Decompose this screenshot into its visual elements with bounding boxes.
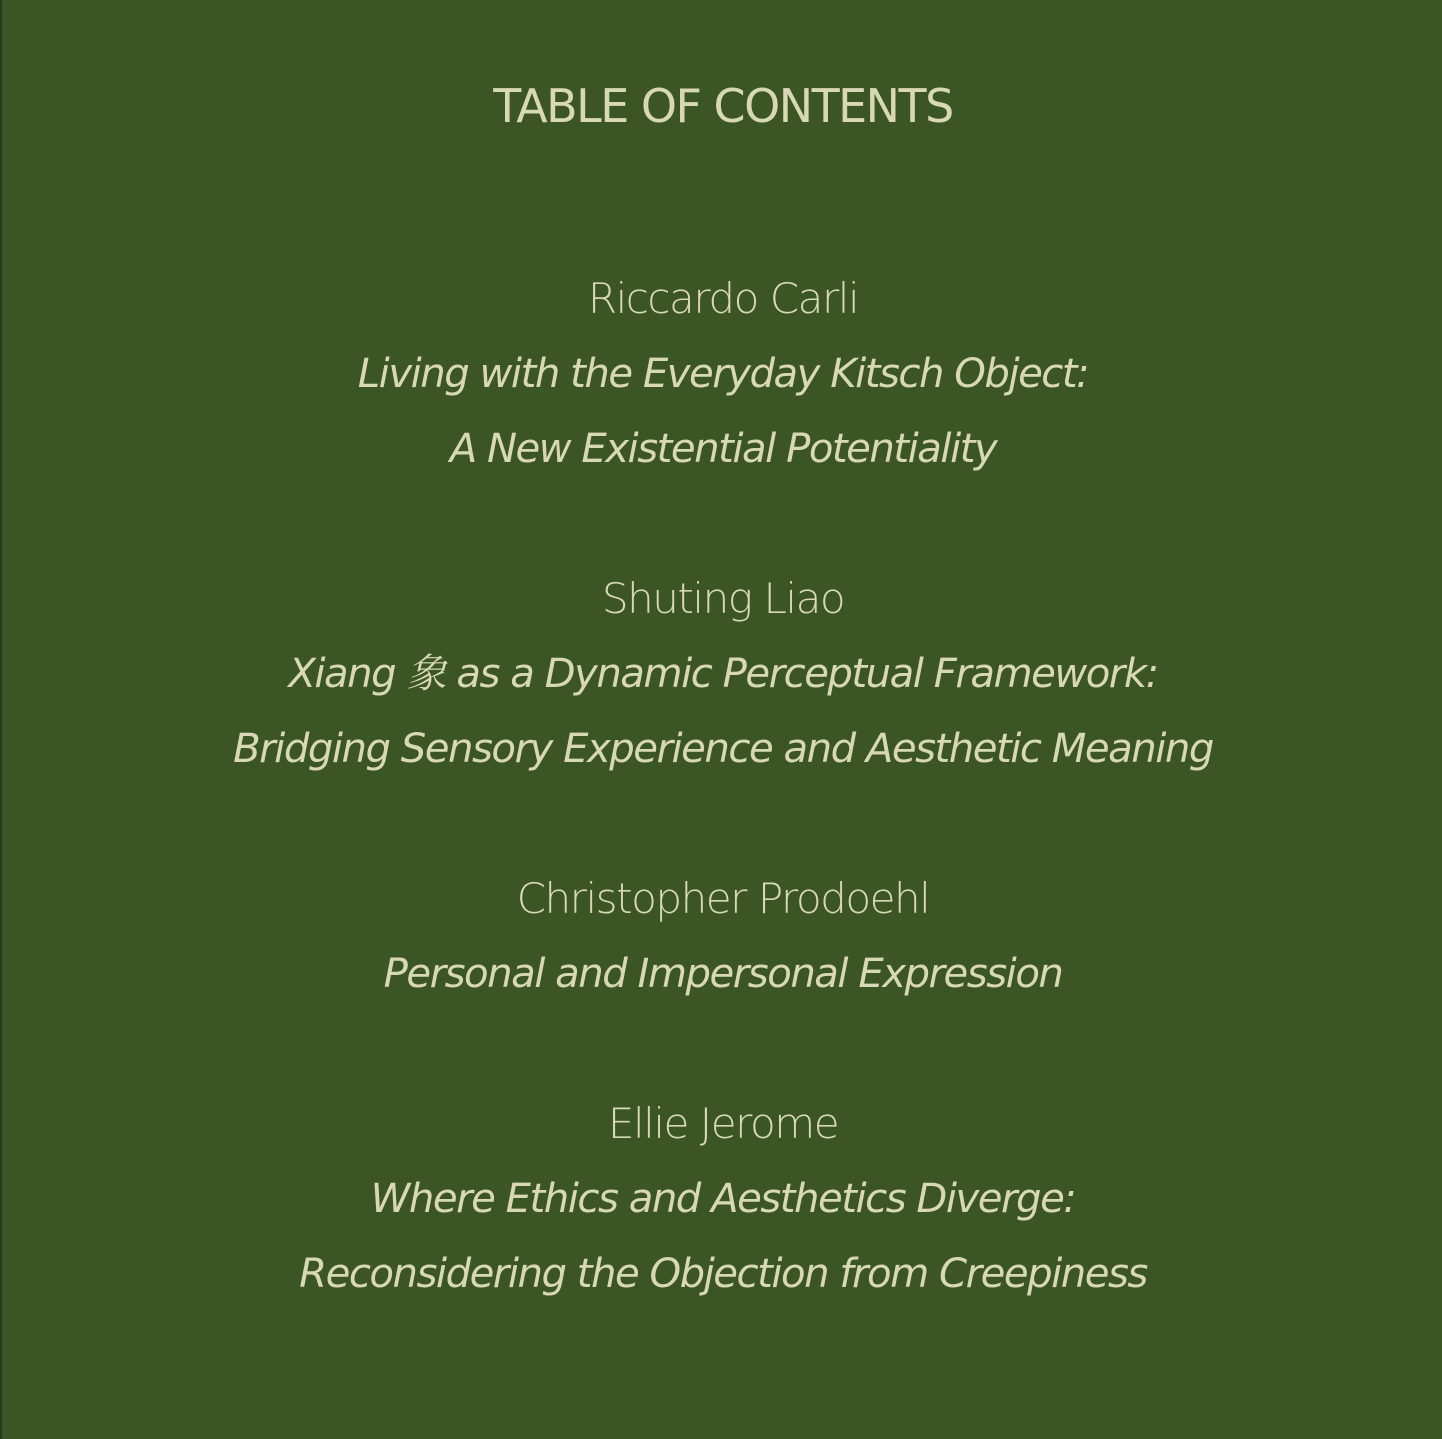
entry-title-1-line-1: Living with the Everyday Kitsch Object: (357, 351, 1089, 397)
entry-author-3: Christopher Prodoehl (516, 874, 930, 923)
entry-title-4-line-2: Reconsidering the Objection from Creepiness (299, 1251, 1147, 1297)
entry-author-4: Ellie Jerome (607, 1099, 839, 1148)
entry-author-1: Riccardo Carli (587, 274, 859, 323)
entry-title-4-line-1: Where Ethics and Aesthetics Diverge: (370, 1176, 1076, 1222)
entry-author-2: Shuting Liao (601, 574, 845, 623)
entry-title-2-line-1: Xiang 象 as a Dynamic Perceptual Framework: (288, 651, 1158, 697)
entry-title-1-line-2: A New Existential Potentiality (449, 426, 997, 472)
entry-title-2-line-2: Bridging Sensory Experience and Aesthetic Meaning (233, 726, 1213, 772)
entry-title-3-line-1: Personal and Impersonal Expression (383, 951, 1063, 997)
page-title: TABLE OF CONTENTS (493, 79, 953, 133)
